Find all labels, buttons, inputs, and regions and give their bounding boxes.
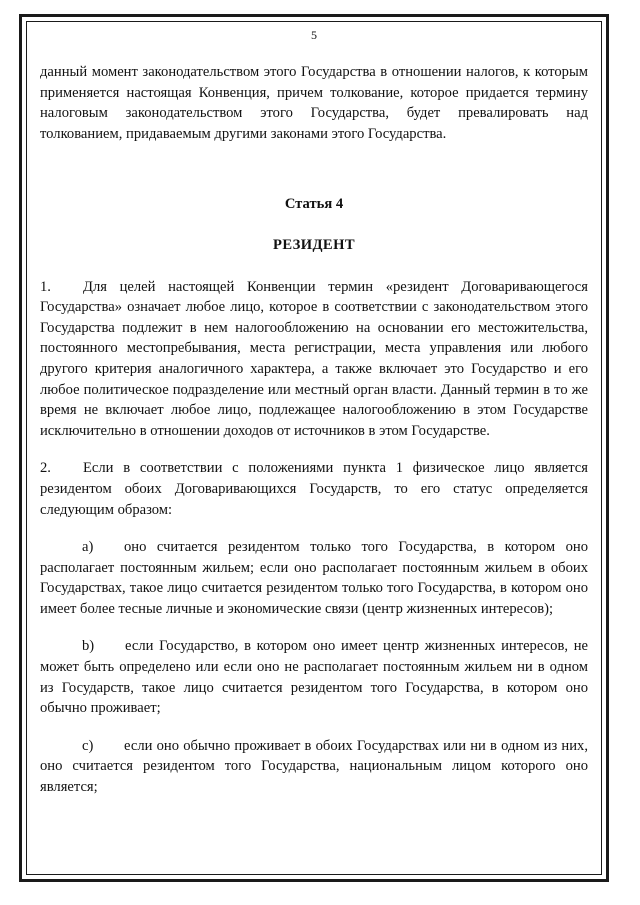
paragraph-text: Если в соответствии с положениями пункта 1 физическое лицо является резидентом обоих Договаривающихся Государств, то его статус определяется следующим образом: [40, 460, 588, 518]
intro-paragraph: данный момент законодательством этого Государства в отношении налогов, к которым применяется настоящая Конвенция, причем толкование, которое придается термину налоговым законодательством этого Государства, будет превалировать над толкованием, придаваемым другими законами этого Государства. [40, 64, 588, 142]
subitem-marker: b) [82, 638, 95, 655]
paragraph-text: Для целей настоящей Конвенции термин «резидент Договаривающегося Государства» означает любое лицо, которое в соответствии с законодательством этого Государства подлежит в нем налогообложению на основании его местожительства, постоянного местопребывания, места регистрации, места управления или любого другого критерия аналогичного характера, а также включает это Государство и его любое политическое подразделение или местный орган власти. Данный термин в то же время не включает любое лицо, подлежащее налогообложению в этом Государстве исключительно в отношении доходов от источников в этом Государстве. [40, 278, 588, 439]
subitem-a [40, 537, 588, 619]
article-title: Статья 4 [284, 196, 344, 213]
document-body [40, 28, 588, 798]
subitem-text: если Государство, в котором оно имеет центр жизненных интересов, не может быть определено или если оно не располагает постоянным жильем ни в одном из Государств, такое лицо считается резидентом того Государства, в котором оно обычно проживает; [40, 638, 588, 717]
subitem-b [40, 636, 588, 718]
subitem-marker: a) [82, 539, 94, 556]
article-heading: РЕЗИДЕНТ [273, 236, 355, 253]
paragraph-2 [40, 458, 588, 520]
paragraph-1 [40, 277, 588, 442]
page-number: 5 [311, 28, 317, 42]
paragraph-number: 1. [40, 278, 51, 295]
subitem-text: оно считается резидентом только того Государства, в котором оно располагает постоянным жильем; если оно располагает постоянным жильем в обоих Государствах, такое лицо считается резидентом только того Государства, в котором оно имеет более тесные личные и экономические связи (центр жизненных интересов); [40, 539, 588, 617]
subitem-marker: c) [82, 737, 94, 754]
subitem-c [40, 736, 588, 798]
paragraph-number: 2. [40, 460, 51, 477]
subitem-text: если оно обычно проживает в обоих Государствах или ни в одном из них, оно считается резидентом того Государства, национальным лицом которого оно является; [40, 737, 588, 796]
